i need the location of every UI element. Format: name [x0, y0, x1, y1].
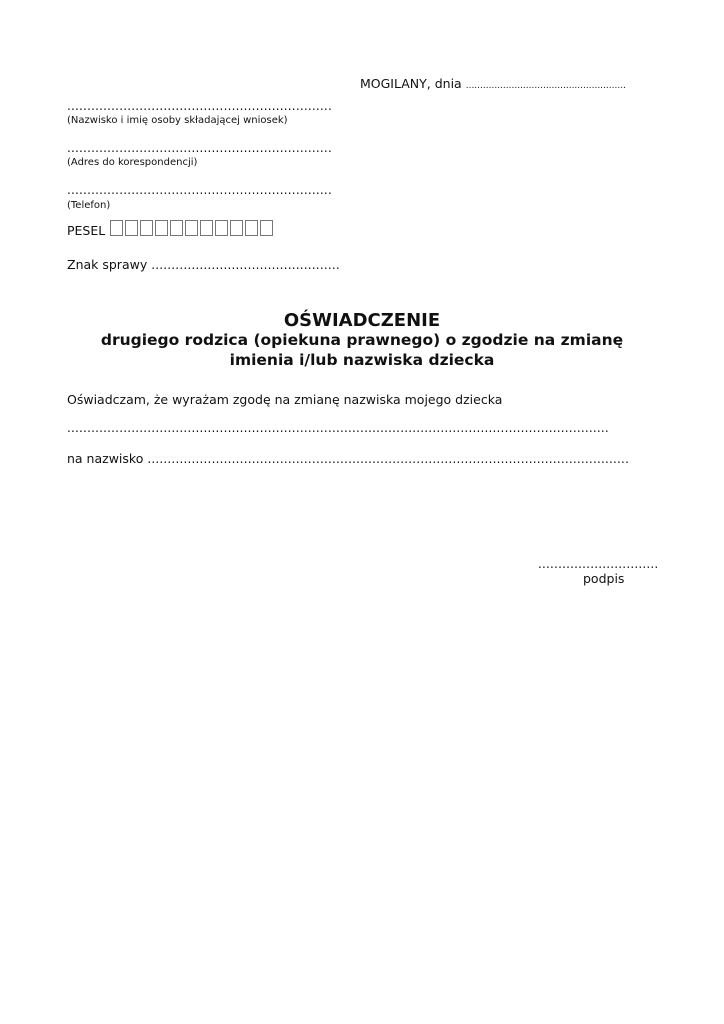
pesel-digit-box[interactable] [110, 220, 123, 236]
pesel-digit-box[interactable] [170, 220, 183, 236]
document-subtitle-line1: drugiego rodzica (opiekuna prawnego) o zgodzie na zmianę [100, 331, 624, 349]
pesel-boxes [110, 220, 273, 236]
pesel-digit-box[interactable] [155, 220, 168, 236]
phone-caption: (Telefon) [67, 200, 111, 211]
pesel-digit-box[interactable] [185, 220, 198, 236]
pesel-row [67, 217, 273, 238]
case-number-field[interactable]: ............................................... [151, 258, 340, 272]
child-name-field[interactable]: ....................................................................................................................................... [67, 421, 609, 435]
name-field[interactable]: .................................................................. [67, 99, 332, 113]
address-caption: (Adres do korespondencji) [67, 157, 198, 168]
date-field[interactable]: ........................................................ [465, 81, 626, 91]
case-number-label: Znak sprawy [67, 257, 148, 272]
case-number-row [67, 257, 340, 272]
signature-label: podpis [583, 571, 625, 586]
place-label: MOGILANY, dnia [360, 76, 462, 91]
statement-text: Oświadczam, że wyrażam zgodę na zmianę nazwiska mojego dziecka [67, 392, 503, 407]
pesel-digit-box[interactable] [215, 220, 228, 236]
pesel-digit-box[interactable] [245, 220, 258, 236]
pesel-digit-box[interactable] [125, 220, 138, 236]
pesel-digit-box[interactable] [200, 220, 213, 236]
new-surname-row [67, 451, 670, 466]
address-field[interactable]: .................................................................. [67, 141, 332, 155]
pesel-label: PESEL [67, 223, 106, 238]
signature-field[interactable]: .............................. [538, 557, 659, 571]
place-date-line [360, 76, 626, 91]
new-surname-label: na nazwisko [67, 451, 144, 466]
pesel-digit-box[interactable] [230, 220, 243, 236]
phone-field[interactable]: .................................................................. [67, 183, 332, 197]
pesel-digit-box[interactable] [140, 220, 153, 236]
document-subtitle-line2: imienia i/lub nazwiska dziecka [229, 351, 495, 369]
pesel-digit-box[interactable] [260, 220, 273, 236]
new-surname-field[interactable]: ........................................................................................................................ [147, 452, 630, 466]
document-title: OŚWIADCZENIE [283, 310, 441, 331]
name-caption: (Nazwisko i imię osoby składającej wniosek) [67, 115, 288, 126]
